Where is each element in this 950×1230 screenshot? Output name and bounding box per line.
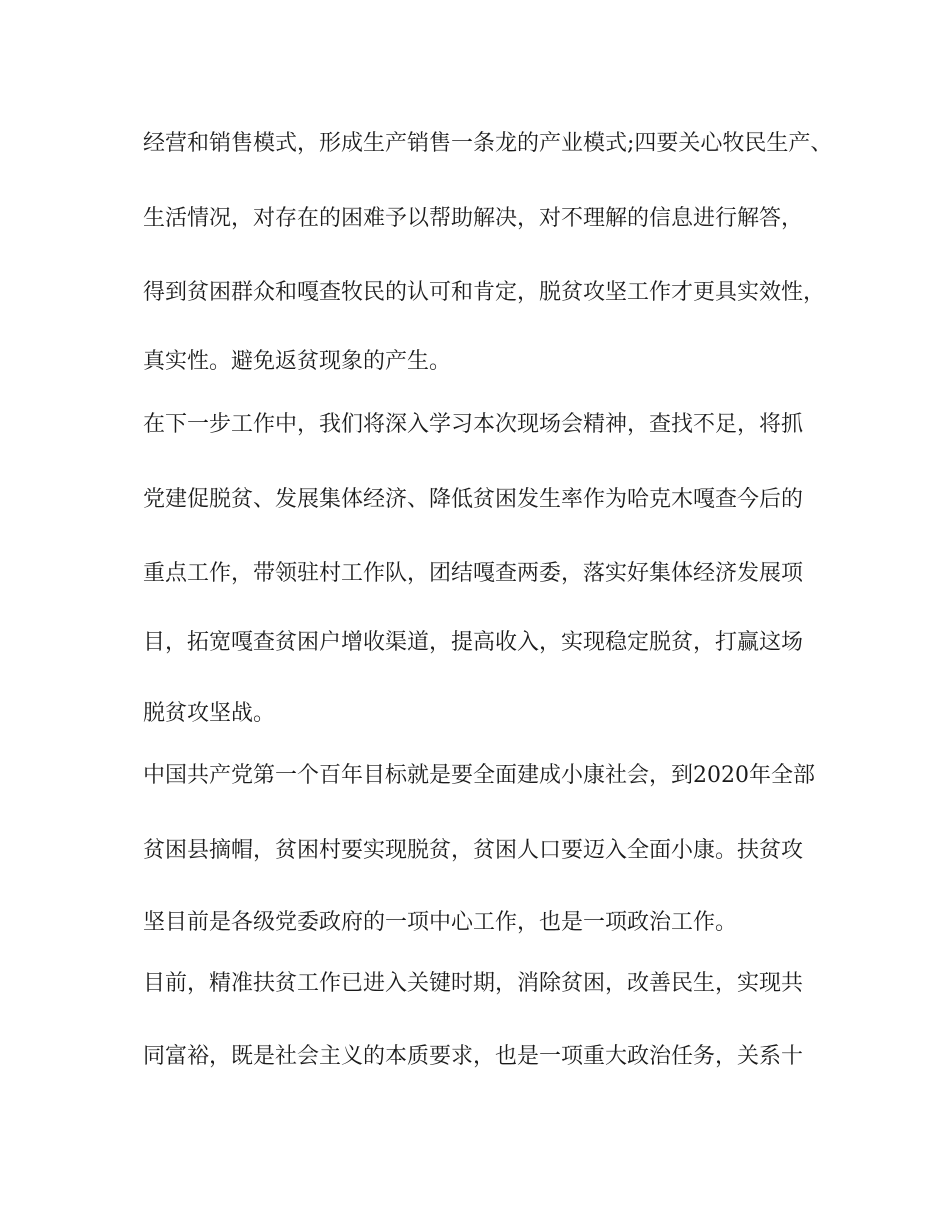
text-line: 重点工作，带领驻村工作队，团结嘎查两委，落实好集体经济发展项 xyxy=(143,561,804,586)
text-line: 中国共产党第一个百年目标就是要全面建成小康社会，到2020年全部 xyxy=(143,763,815,788)
text-line: 脱贫攻坚战。 xyxy=(143,701,276,726)
text-line: 党建促脱贫、发展集体经济、降低贫困发生率作为哈克木嘎查今后的 xyxy=(143,487,804,512)
text-line: 贫困县摘帽，贫困村要实现脱贫，贫困人口要迈入全面小康。扶贫攻 xyxy=(143,838,804,863)
text-line: 目前，精准扶贫工作已进入关键时期，消除贫困，改善民生，实现共 xyxy=(143,971,804,996)
text-line: 生活情况，对存在的困难予以帮助解决，对不理解的信息进行解答， xyxy=(143,206,804,231)
text-line: 得到贫困群众和嘎查牧民的认可和肯定，脱贫攻坚工作才更具实效性， xyxy=(143,280,826,305)
text-line: 同富裕，既是社会主义的本质要求，也是一项重大政治任务，关系十 xyxy=(143,1044,804,1069)
text-line: 在下一步工作中，我们将深入学习本次现场会精神，查找不足，将抓 xyxy=(143,412,804,437)
text-line: 经营和销售模式，形成生产销售一条龙的产业模式;四要关心牧民生产、 xyxy=(143,131,833,156)
text-line: 目，拓宽嘎查贫困户增收渠道，提高收入，实现稳定脱贫，打赢这场 xyxy=(143,630,804,655)
text-line: 坚目前是各级党委政府的一项中心工作，也是一项政治工作。 xyxy=(143,910,738,935)
text-line: 真实性。避免返贫现象的产生。 xyxy=(143,349,452,374)
